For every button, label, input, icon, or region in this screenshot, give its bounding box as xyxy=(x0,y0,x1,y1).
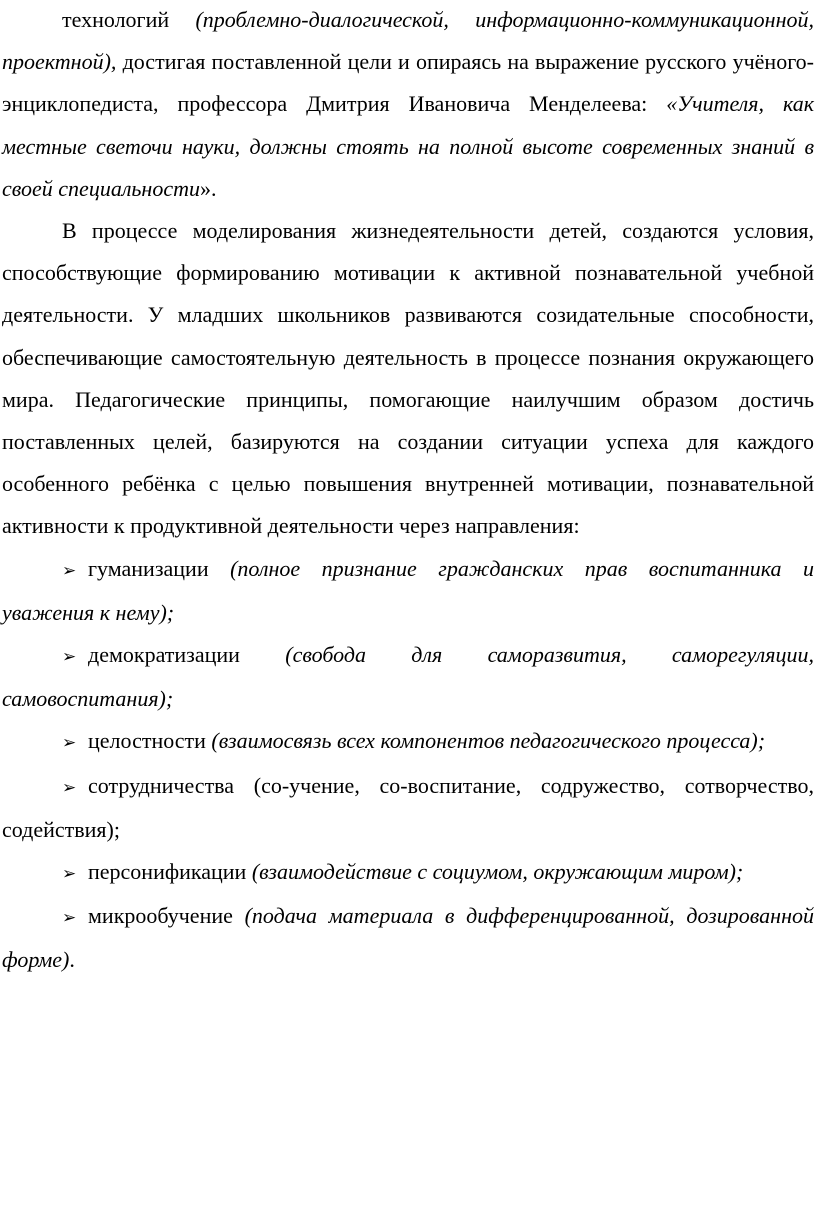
document-page xyxy=(2,0,814,982)
text-run: целостности xyxy=(88,728,212,754)
text-run: демократизации xyxy=(88,642,286,668)
arrowhead-bullet-icon: ➢ xyxy=(62,560,77,581)
list-item xyxy=(2,634,814,720)
text-run: . xyxy=(69,947,75,973)
arrowhead-bullet-icon: ➢ xyxy=(62,908,77,929)
text-run: ». xyxy=(200,175,217,201)
text-run: сотрудничества (со-учение, со-воспитание, содружество, сотворчество, содействия); xyxy=(2,772,814,842)
text-run: В процессе моделирования жизнедеятельности детей, создаются условия, способствующие формированию мотивации к активной познавательной учебной деятельности. У младших школьников развиваются созидательные способности, обеспечивающие самостоятельную деятельность в процессе познания окружающего мира. Педагогические принципы, помогающие наилучшим образом достичь поставленных целей, базируются на создании ситуации успеха для каждого особенного ребёнка с целью повышения внутренней мотивации, познавательной активности к продуктивной деятельности через направления: xyxy=(2,218,814,539)
arrowhead-bullet-icon: ➢ xyxy=(62,777,77,798)
text-run: достигая поставленной цели и опираясь на выражение русского учёного-энциклопедиста, профессора Дмитрия Ивановича Менделеева: xyxy=(2,49,814,117)
text-run: персонификации xyxy=(88,859,252,885)
italic-text-run: (подача материала в дифференцированной, дозированной форме) xyxy=(2,903,814,973)
arrowhead-bullet-icon: ➢ xyxy=(62,733,77,754)
italic-text-run: «Учителя, как местные светочи науки, должны стоять на полной высоте современных знаний в своей специальности xyxy=(2,91,814,201)
text-run: микрообучение xyxy=(88,903,245,929)
list-item xyxy=(2,548,814,634)
italic-text-run: (взаимосвязь всех компонентов педагогического процесса); xyxy=(211,728,766,754)
italic-text-run: (проблемно-диалогической, информационно-коммуникационной, проектной), xyxy=(2,7,814,75)
list-item xyxy=(2,895,814,981)
paragraph xyxy=(2,0,814,210)
italic-text-run: (свобода для саморазвития, саморегуляции, самовоспитания); xyxy=(2,642,814,712)
text-run: технологий xyxy=(62,7,196,32)
italic-text-run: (полное признание гражданских прав воспитанника и уважения к нему); xyxy=(2,555,815,625)
list-item xyxy=(2,720,814,764)
paragraph xyxy=(2,210,814,548)
italic-text-run: (взаимодействие с социумом, окружающим миром); xyxy=(251,859,744,885)
arrowhead-bullet-icon: ➢ xyxy=(62,647,77,668)
arrowhead-bullet-icon: ➢ xyxy=(62,864,77,885)
list-item xyxy=(2,765,814,851)
list-item xyxy=(2,851,814,895)
text-run: гуманизации xyxy=(88,555,231,581)
